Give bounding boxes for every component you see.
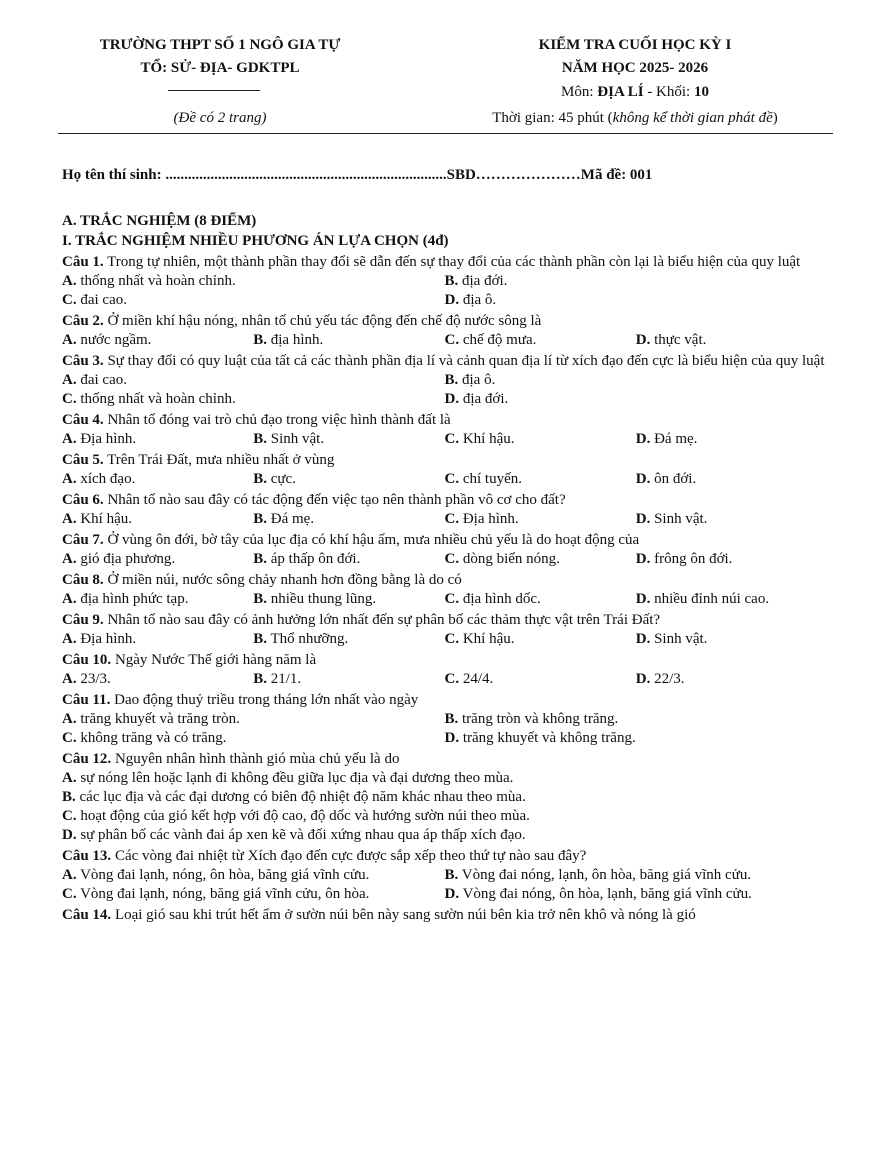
question-list xyxy=(62,253,827,925)
answer-option xyxy=(62,826,827,845)
question-1 xyxy=(62,253,827,310)
exam-title: KIỂM TRA CUỐI HỌC KỲ I xyxy=(538,37,732,53)
answer-option xyxy=(445,331,636,350)
answer-option xyxy=(445,390,828,409)
option-row xyxy=(62,371,827,390)
grade-value: 10 xyxy=(693,84,709,100)
option-text: địa hình. xyxy=(267,332,324,348)
option-letter: A. xyxy=(62,867,77,883)
answer-option xyxy=(445,590,636,609)
question-number: Câu 7. xyxy=(62,532,104,548)
answer-option xyxy=(445,272,828,291)
question-text: Nhân tố đóng vai trò chủ đạo trong việc hình thành đất là xyxy=(103,412,451,428)
option-row xyxy=(62,788,827,807)
answer-option xyxy=(445,630,636,649)
answer-option xyxy=(253,510,444,529)
option-letter: B. xyxy=(253,671,268,687)
option-letter: B. xyxy=(444,867,459,883)
answer-option xyxy=(62,590,253,609)
option-text: Địa hình. xyxy=(459,511,519,527)
option-letter: B. xyxy=(62,789,76,805)
option-letter: D. xyxy=(635,511,651,527)
header-underline xyxy=(168,90,260,91)
question-text: Dao động thuỷ triều trong tháng lớn nhất vào ngày xyxy=(110,692,419,708)
option-letter: B. xyxy=(444,372,459,388)
option-text: hoạt động của gió kết hợp với độ cao, độ dốc và hướng sườn núi theo mùa. xyxy=(76,808,530,824)
option-text: đai cao. xyxy=(76,372,127,388)
question-number: Câu 13. xyxy=(62,848,112,864)
option-row xyxy=(62,826,827,845)
option-letter: C. xyxy=(62,391,77,407)
question-3 xyxy=(62,352,827,409)
option-letter: A. xyxy=(62,332,77,348)
option-letter: B. xyxy=(444,273,459,289)
question-7 xyxy=(62,531,827,569)
option-letter: D. xyxy=(62,827,77,843)
option-row xyxy=(62,630,827,649)
option-row xyxy=(62,670,827,689)
option-text: Khí hậu. xyxy=(459,631,515,647)
answer-option xyxy=(445,866,828,885)
question-text: Ngày Nước Thế giới hàng năm là xyxy=(111,652,317,668)
option-letter: A. xyxy=(62,431,77,447)
answer-option xyxy=(62,430,253,449)
exam-header xyxy=(0,36,890,136)
option-letter: C. xyxy=(444,332,460,348)
option-text: địa hình phức tạp. xyxy=(76,591,189,607)
question-stem xyxy=(62,847,827,866)
question-stem xyxy=(62,352,827,371)
option-letter: A. xyxy=(62,471,77,487)
option-text: gió địa phương. xyxy=(76,551,176,567)
option-text: 21/1. xyxy=(267,671,302,687)
option-text: sự phân bố các vành đai áp xen kẽ và đối xứng nhau qua áp thấp xích đạo. xyxy=(76,827,526,843)
time-prefix: Thời gian: 45 phút ( xyxy=(492,110,613,126)
answer-option xyxy=(253,331,444,350)
question-number: Câu 2. xyxy=(62,313,104,329)
option-letter: D. xyxy=(635,332,651,348)
answer-option xyxy=(636,670,827,689)
answer-option xyxy=(445,670,636,689)
option-letter: A. xyxy=(62,372,77,388)
option-letter: B. xyxy=(253,591,268,607)
option-letter: D. xyxy=(635,671,651,687)
option-letter: C. xyxy=(444,671,460,687)
option-row xyxy=(62,390,827,409)
option-text: nhiều đỉnh núi cao. xyxy=(650,591,770,607)
question-number: Câu 9. xyxy=(62,612,104,628)
option-row xyxy=(62,331,827,350)
answer-option xyxy=(62,630,253,649)
option-letter: A. xyxy=(62,551,77,567)
answer-option xyxy=(62,769,827,788)
answer-option xyxy=(445,470,636,489)
answer-option xyxy=(636,550,827,569)
question-stem xyxy=(62,611,827,630)
option-text: Sinh vật. xyxy=(650,631,708,647)
question-6 xyxy=(62,491,827,529)
option-letter: D. xyxy=(444,292,460,308)
answer-option xyxy=(62,885,445,904)
question-number: Câu 14. xyxy=(62,907,112,923)
header-divider xyxy=(58,133,833,134)
option-letter: A. xyxy=(62,511,77,527)
question-14 xyxy=(62,906,827,925)
option-row xyxy=(62,510,827,529)
option-text: ôn đới. xyxy=(650,471,697,487)
option-text: đai cao. xyxy=(76,292,127,308)
option-text: Sinh vật. xyxy=(650,511,708,527)
option-letter: A. xyxy=(62,671,77,687)
option-text: trăng khuyết và trăng tròn. xyxy=(76,711,240,727)
option-letter: C. xyxy=(444,631,460,647)
school-name: TRƯỜNG THPT SỐ 1 NGÔ GIA TỰ xyxy=(99,37,341,53)
question-11 xyxy=(62,691,827,748)
option-letter: D. xyxy=(635,431,651,447)
department-name: TỔ: SỬ- ĐỊA- GDKTPL xyxy=(140,60,300,76)
question-text: Ở miền núi, nước sông chảy nhanh hơn đồng bằng là do có xyxy=(103,572,462,588)
option-letter: D. xyxy=(635,551,651,567)
answer-option xyxy=(62,807,827,826)
question-text: Nhân tố nào sau đây có tác động đến việc tạo nên thành phần vô cơ cho đất? xyxy=(103,492,566,508)
option-row xyxy=(62,470,827,489)
answer-option xyxy=(62,510,253,529)
question-text: Nguyên nhân hình thành gió mùa chủ yếu là do xyxy=(111,751,400,767)
question-stem xyxy=(62,691,827,710)
option-row xyxy=(62,710,827,729)
option-letter: C. xyxy=(62,730,77,746)
option-row xyxy=(62,550,827,569)
option-text: địa ô. xyxy=(459,292,497,308)
option-row xyxy=(62,291,827,310)
option-text: địa đới. xyxy=(458,273,508,289)
answer-option xyxy=(636,630,827,649)
option-letter: B. xyxy=(444,711,459,727)
exam-body xyxy=(62,212,827,925)
question-text: Trên Trái Đất, mưa nhiều nhất ở vùng xyxy=(103,452,335,468)
question-number: Câu 10. xyxy=(62,652,112,668)
answer-option xyxy=(62,390,445,409)
time-suffix: ) xyxy=(772,110,778,126)
question-stem xyxy=(62,531,827,550)
option-text: 24/4. xyxy=(459,671,494,687)
option-text: Vòng đai nóng, ôn hòa, lạnh, băng giá vĩnh cửu. xyxy=(459,886,752,902)
option-text: Vòng đai nóng, lạnh, ôn hòa, băng giá vĩnh cửu. xyxy=(458,867,752,883)
option-letter: A. xyxy=(62,711,77,727)
option-letter: B. xyxy=(253,431,268,447)
question-text: Nhân tố nào sau đây có ảnh hưởng lớn nhất đến sự phân bố các thảm thực vật trên Trái Đất? xyxy=(103,612,661,628)
question-13 xyxy=(62,847,827,904)
option-text: Vòng đai lạnh, nóng, ôn hòa, băng giá vĩnh cửu. xyxy=(76,867,370,883)
option-text: sự nóng lên hoặc lạnh đi không đều giữa lục địa và đại dương theo mùa. xyxy=(76,770,514,786)
option-text: chế độ mưa. xyxy=(459,332,537,348)
question-text: Loại gió sau khi trút hết ẩm ở sườn núi bên này sang sườn núi bên kia trở nên khô và nóng là gió xyxy=(111,907,696,923)
option-letter: A. xyxy=(62,631,77,647)
option-letter: C. xyxy=(62,292,77,308)
question-number: Câu 6. xyxy=(62,492,104,508)
option-row xyxy=(62,272,827,291)
option-text: thực vật. xyxy=(650,332,707,348)
answer-option xyxy=(62,331,253,350)
question-5 xyxy=(62,451,827,489)
answer-option xyxy=(253,590,444,609)
answer-option xyxy=(62,670,253,689)
question-stem xyxy=(62,451,827,470)
answer-option xyxy=(445,710,828,729)
question-12 xyxy=(62,750,827,845)
option-text: xích đạo. xyxy=(76,471,136,487)
option-text: trăng khuyết và không trăng. xyxy=(459,730,636,746)
answer-option xyxy=(62,272,445,291)
question-text: Trong tự nhiên, một thành phần thay đổi sẽ dẫn đến sự thay đổi của các thành phần còn lại là biểu hiện của quy luật xyxy=(103,254,801,270)
question-10 xyxy=(62,651,827,689)
answer-option xyxy=(253,630,444,649)
question-9 xyxy=(62,611,827,649)
option-text: các lục địa và các đại dương có biên độ nhiệt độ năm khác nhau theo mùa. xyxy=(75,789,526,805)
question-number: Câu 1. xyxy=(62,254,104,270)
question-number: Câu 8. xyxy=(62,572,104,588)
answer-option xyxy=(253,550,444,569)
option-text: Đá mẹ. xyxy=(267,511,315,527)
option-letter: D. xyxy=(635,631,651,647)
subject-name: ĐỊA LÍ xyxy=(597,84,644,100)
question-number: Câu 12. xyxy=(62,751,112,767)
option-text: địa đới. xyxy=(459,391,509,407)
answer-option xyxy=(636,331,827,350)
option-row xyxy=(62,807,827,826)
option-text: Đá mẹ. xyxy=(650,431,698,447)
option-text: dòng biển nóng. xyxy=(459,551,560,567)
question-text: Ở miền khí hậu nóng, nhân tố chủ yếu tác động đến chế độ nước sông là xyxy=(103,313,542,329)
question-text: Các vòng đai nhiệt từ Xích đạo đến cực được sắp xếp theo thứ tự nào sau đây? xyxy=(111,848,587,864)
grade-prefix: - Khối: xyxy=(643,84,694,100)
option-letter: C. xyxy=(444,551,460,567)
question-stem xyxy=(62,571,827,590)
option-letter: C. xyxy=(62,886,77,902)
option-letter: A. xyxy=(62,273,77,289)
answer-option xyxy=(62,291,445,310)
option-letter: C. xyxy=(444,471,460,487)
question-stem xyxy=(62,750,827,769)
answer-option xyxy=(445,430,636,449)
option-letter: D. xyxy=(444,886,460,902)
question-number: Câu 3. xyxy=(62,353,104,369)
answer-option xyxy=(636,510,827,529)
question-stem xyxy=(62,491,827,510)
question-8 xyxy=(62,571,827,609)
option-text: Địa hình. xyxy=(76,431,137,447)
section-a-title: A. TRẮC NGHIỆM (8 ĐIỂM) xyxy=(62,213,257,229)
answer-option xyxy=(62,470,253,489)
option-letter: A. xyxy=(62,770,77,786)
option-letter: C. xyxy=(62,808,77,824)
option-text: không trăng và có trăng. xyxy=(76,730,227,746)
option-letter: D. xyxy=(444,730,460,746)
option-text: Thổ nhưỡng. xyxy=(267,631,349,647)
answer-option xyxy=(445,729,828,748)
option-text: cực. xyxy=(267,471,296,487)
answer-option xyxy=(62,550,253,569)
option-letter: A. xyxy=(62,591,77,607)
option-letter: D. xyxy=(444,391,460,407)
option-text: địa hình dốc. xyxy=(459,591,541,607)
question-4 xyxy=(62,411,827,449)
time-line xyxy=(410,109,860,128)
subject-prefix: Môn: xyxy=(561,84,598,100)
option-text: chí tuyến. xyxy=(459,471,522,487)
section-i-title: I. TRẮC NGHIỆM NHIỀU PHƯƠNG ÁN LỰA CHỌN (4đ) xyxy=(62,233,449,249)
pages-note: (Đề có 2 trang) xyxy=(173,110,267,126)
option-row xyxy=(62,430,827,449)
option-text: Địa hình. xyxy=(76,631,137,647)
option-letter: B. xyxy=(253,551,268,567)
answer-option xyxy=(62,729,445,748)
option-letter: D. xyxy=(635,591,651,607)
answer-option xyxy=(445,291,828,310)
question-text: Ở vùng ôn đới, bờ tây của lục địa có khí hậu ấm, mưa nhiều chủ yếu là do hoạt động của xyxy=(103,532,640,548)
answer-option xyxy=(253,470,444,489)
option-letter: C. xyxy=(444,431,460,447)
time-note: không kể thời gian phát đề xyxy=(612,110,773,126)
option-text: 22/3. xyxy=(650,671,685,687)
question-stem xyxy=(62,906,827,925)
question-stem xyxy=(62,651,827,670)
option-letter: C. xyxy=(444,591,460,607)
option-text: địa ô. xyxy=(458,372,496,388)
option-letter: C. xyxy=(444,511,460,527)
option-row xyxy=(62,769,827,788)
option-text: thống nhất và hoàn chỉnh. xyxy=(76,273,236,289)
candidate-info-line: Họ tên thí sinh: ...........................................................................SBD…………………Mã đề: 001 xyxy=(62,167,653,183)
option-letter: D. xyxy=(635,471,651,487)
option-text: frông ôn đới. xyxy=(650,551,733,567)
option-text: Khí hậu. xyxy=(76,511,133,527)
school-year: NĂM HỌC 2025- 2026 xyxy=(561,60,709,76)
question-number: Câu 5. xyxy=(62,452,104,468)
option-text: thống nhất và hoàn chỉnh. xyxy=(76,391,236,407)
answer-option xyxy=(62,866,445,885)
answer-option xyxy=(445,885,828,904)
question-stem xyxy=(62,253,827,272)
option-row xyxy=(62,885,827,904)
answer-option xyxy=(636,470,827,489)
answer-option xyxy=(62,788,827,807)
question-2 xyxy=(62,312,827,350)
answer-option xyxy=(636,430,827,449)
option-letter: B. xyxy=(253,631,268,647)
subject-line xyxy=(425,83,845,102)
option-row xyxy=(62,729,827,748)
option-row xyxy=(62,866,827,885)
answer-option xyxy=(62,371,445,390)
answer-option xyxy=(445,510,636,529)
question-stem xyxy=(62,411,827,430)
option-letter: B. xyxy=(253,332,268,348)
question-number: Câu 4. xyxy=(62,412,104,428)
answer-option xyxy=(62,710,445,729)
option-letter: B. xyxy=(253,471,268,487)
option-text: trăng tròn và không trăng. xyxy=(458,711,619,727)
question-number: Câu 11. xyxy=(62,692,111,708)
answer-option xyxy=(445,371,828,390)
answer-option xyxy=(636,590,827,609)
option-text: Vòng đai lạnh, nóng, băng giá vĩnh cửu, ôn hòa. xyxy=(76,886,370,902)
answer-option xyxy=(445,550,636,569)
question-text: Sự thay đổi có quy luật của tất cả các thành phần địa lí và cảnh quan địa lí từ xích đạo đến cực là biểu hiện của quy luật xyxy=(103,353,825,369)
answer-option xyxy=(253,430,444,449)
option-letter: B. xyxy=(253,511,268,527)
option-text: Khí hậu. xyxy=(459,431,515,447)
option-text: nhiều thung lũng. xyxy=(267,591,377,607)
option-text: 23/3. xyxy=(76,671,111,687)
option-text: áp thấp ôn đới. xyxy=(267,551,361,567)
option-text: nước ngầm. xyxy=(76,332,152,348)
answer-option xyxy=(253,670,444,689)
question-stem xyxy=(62,312,827,331)
option-row xyxy=(62,590,827,609)
option-text: Sinh vật. xyxy=(267,431,325,447)
